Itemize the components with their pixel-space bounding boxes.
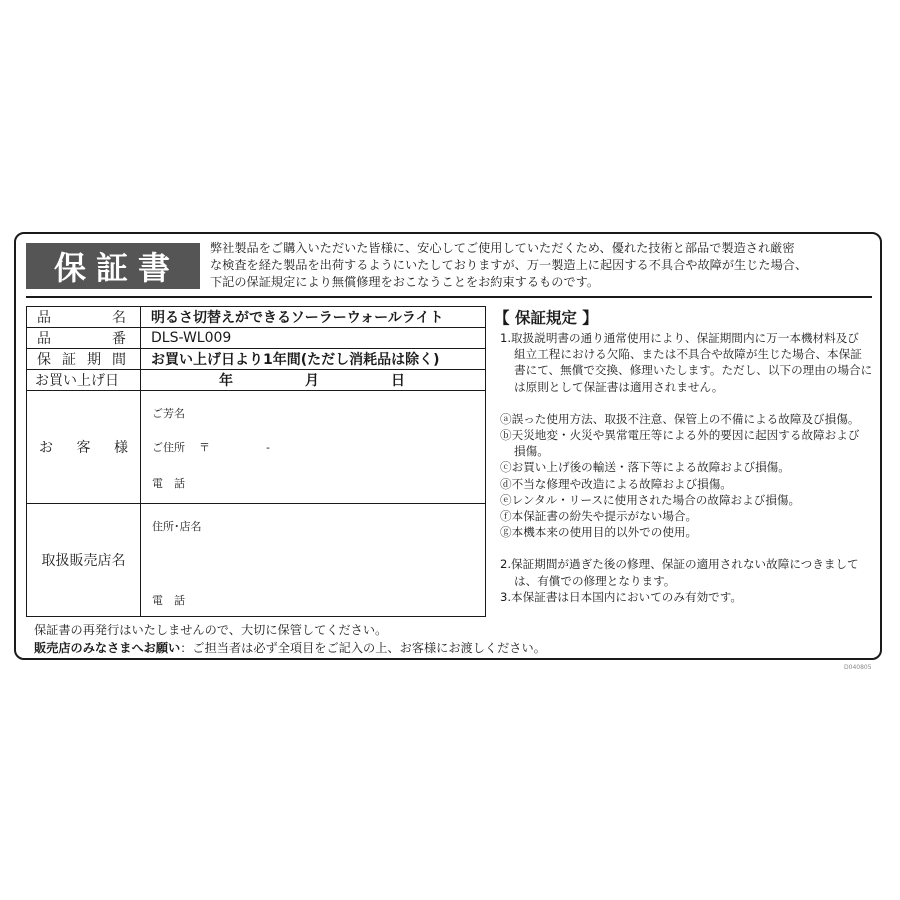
exception-item: ⓓ不当な修理や改造による故障および損傷。 [500, 476, 732, 491]
label-product-name: 品 名 [27, 307, 141, 328]
row-purchase-date [27, 370, 486, 391]
exception-item: ⓔレンタル・リースに使用された場合の故障および損傷。 [500, 492, 801, 507]
customer-address-label: ご住所 〒 - [152, 441, 270, 454]
rule-2-line: は、有償での修理となります。 [514, 573, 676, 588]
row-warranty-period [27, 349, 486, 370]
corner-code: D040805 [844, 664, 872, 671]
intro-line: 弊社製品をご購入いただいた皆様に、安心してご使用していただくため、優れた技術と部品で製造され厳密 [210, 241, 795, 255]
postal-dash: - [266, 441, 270, 454]
value-warranty-period: お買い上げ日より1年間(ただし消耗品は除く) [141, 349, 486, 370]
rule-1-line: 1.取扱説明書の通り通常使用により、保証期間内に万一本機材料及び [500, 331, 859, 345]
exception-item: ⓑ天災地変・火災や異常電圧等による外的要因に起因する故障および [500, 428, 860, 443]
rules-heading: 【 保証規定 】 [494, 309, 598, 327]
day-label: 日 [391, 373, 405, 389]
exception-item: 損傷。 [514, 444, 549, 459]
rule-1-line: 書にて、無償で交換、修理いたします。ただし、以下の理由の場合に [514, 363, 873, 378]
postal-mark: 〒 [199, 441, 210, 454]
shop-address-label: 住所･店名 [152, 520, 202, 533]
row-shop [27, 504, 486, 617]
exception-item: ⓐ誤った使用方法、取扱不注意、保管上の不備による故障及び損傷。 [500, 411, 860, 426]
rule-1-line: は原則として保証書は適用されません。 [514, 379, 724, 394]
row-product-name [27, 307, 486, 328]
year-label: 年 [219, 373, 233, 389]
intro-line: な検査を経た製品を出荷するようにいたしておりますが、万一製造上に起因する不具合や故障が生じた場合、 [210, 258, 808, 272]
shop-phone-label: 電 話 [152, 594, 185, 607]
divider [26, 296, 872, 298]
intro-text [210, 240, 878, 291]
shop-fields[interactable] [141, 504, 486, 617]
label-model-no: 品 番 [27, 328, 141, 349]
value-product-name: 明るさ切替えができるソーラーウォールライト [141, 307, 486, 328]
label-customer: お 客 様 [27, 391, 141, 504]
label-warranty-period: 保 証 期 間 [27, 349, 141, 370]
label-shop: 取扱販売店名 [27, 504, 141, 617]
row-model-no [27, 328, 486, 349]
exception-item: ⓕ本保証書の紛失や提示がない場合。 [500, 509, 698, 524]
value-model-no: DLS-WL009 [141, 328, 486, 349]
rule-2-line: 2.保証期間が過ぎた後の修理、保証の適用されない故障につきまして [500, 557, 859, 572]
warranty-title: 保証書 [26, 243, 200, 289]
customer-fields[interactable] [141, 391, 486, 504]
footer-line-2: 販売店のみなさまへお願い：ご担当者は必ず全項目をご記入の上、お客様にお渡しください。 [34, 641, 546, 655]
customer-phone-label: 電 話 [152, 477, 185, 490]
warranty-rules [500, 330, 878, 605]
footer-line-1: 保証書の再発行はいたしませんので、大切に保管してください。 [34, 623, 388, 637]
rule-3-line: 3.本保証書は日本国内においてのみ有効です。 [500, 589, 743, 604]
exception-item: ⓖ本機本来の使用目的以外での使用。 [500, 525, 698, 540]
intro-line: 下記の保証規定により無償修理をおこなうことをお約束するものです。 [210, 275, 600, 289]
warranty-table [26, 306, 486, 617]
row-customer [27, 391, 486, 504]
label-purchase-date: お買い上げ日 [27, 370, 141, 391]
month-label: 月 [305, 373, 319, 389]
customer-name-label: ご芳名 [152, 407, 185, 420]
rule-1-line: 組立工程における欠陥、または不具合や故障が生じた場合、本保証 [514, 347, 862, 362]
exception-item: ⓒお買い上げ後の輸送・落下等による故障および損傷。 [500, 460, 790, 475]
footer-notes [34, 621, 546, 657]
value-purchase-date[interactable] [141, 370, 486, 391]
